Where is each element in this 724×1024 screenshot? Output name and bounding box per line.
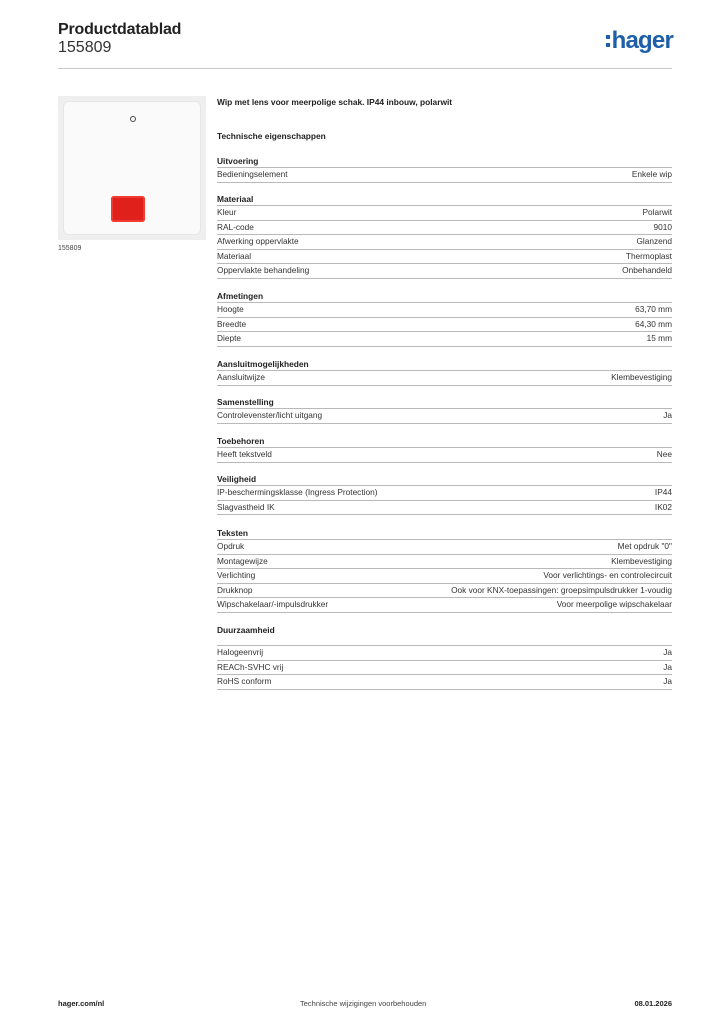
section-title: Materiaal	[217, 193, 672, 206]
logo-wordmark: hager	[611, 27, 673, 54]
spec-value: Ja	[663, 410, 672, 420]
section-title: Duurzaamheid	[217, 625, 672, 646]
section-title: Toebehoren	[217, 435, 672, 448]
spec-value: 15 mm	[646, 333, 672, 343]
spec-value: Enkele wip	[631, 169, 672, 179]
section-veiligheid	[217, 473, 672, 515]
spec-label: Hoogte	[217, 304, 244, 314]
section-materiaal	[217, 193, 672, 279]
spec-row	[217, 646, 672, 661]
product-description: Wip met lens voor meerpolige schak. IP44 inbouw, polarwit	[217, 97, 453, 107]
spec-value: Met opdruk "0"	[617, 541, 672, 551]
spec-value: Polarwit	[642, 207, 672, 217]
spec-label: Montagewijze	[217, 555, 268, 566]
document-title: Productdatablad	[58, 21, 182, 38]
spec-label: Heeft tekstveld	[217, 449, 272, 459]
spec-value: Thermoplast	[625, 250, 672, 261]
spec-row	[217, 235, 672, 250]
footer-disclaimer: Technische wijzigingen voorbehouden	[300, 999, 427, 1008]
spec-row	[217, 221, 672, 236]
image-caption: 155809	[58, 245, 82, 252]
spec-row	[217, 264, 672, 279]
switch-plate	[63, 101, 201, 235]
spec-value: Ja	[663, 647, 672, 657]
spec-row	[217, 250, 672, 265]
spec-value: Ja	[663, 661, 672, 672]
section-title: Afmetingen	[217, 290, 672, 303]
spec-label: Kleur	[217, 207, 237, 217]
red-lens	[111, 196, 145, 222]
spec-value: Ook voor KNX-toepassingen: groepsimpulsdrukker 1-voudig	[451, 584, 672, 595]
section-title: Aansluitmogelijkheden	[217, 358, 672, 371]
spec-row	[217, 409, 672, 424]
spec-row	[217, 584, 672, 599]
spec-label: Breedte	[217, 318, 247, 329]
spec-value: Voor meerpolige wipschakelaar	[556, 599, 672, 609]
spec-value: Klembevestiging	[611, 555, 672, 566]
spec-value: Klembevestiging	[611, 372, 672, 382]
spec-label: Controlevenster/licht uitgang	[217, 410, 323, 420]
spec-row	[217, 598, 672, 613]
spec-label: Afwerking oppervlakte	[217, 236, 299, 246]
spec-label: RAL-code	[217, 221, 254, 232]
section-afmetingen	[217, 290, 672, 347]
spec-value: Nee	[656, 449, 672, 459]
section-duurzaamheid	[217, 625, 672, 690]
product-image	[58, 96, 206, 240]
spec-value: 9010	[653, 221, 672, 232]
spec-row	[217, 675, 672, 690]
section-toebehoren	[217, 435, 672, 463]
spec-label: REACh-SVHC vrij	[217, 661, 284, 672]
spec-value: Onbehandeld	[622, 265, 672, 275]
spec-row	[217, 486, 672, 501]
spec-row	[217, 206, 672, 221]
spec-label: Verlichting	[217, 570, 256, 580]
section-title: Samenstelling	[217, 396, 672, 409]
spec-label: Aansluitwijze	[217, 372, 265, 382]
spec-label: Diepte	[217, 333, 241, 343]
spec-label: IP-beschermingsklasse (Ingress Protection)	[217, 487, 378, 497]
section-aansluitmogelijkheden	[217, 358, 672, 386]
spec-label: Opdruk	[217, 541, 245, 551]
spec-row	[217, 540, 672, 555]
spec-row	[217, 371, 672, 386]
spec-row	[217, 661, 672, 676]
spec-row	[217, 569, 672, 584]
spec-label: Oppervlakte behandeling	[217, 265, 310, 275]
section-samenstelling	[217, 396, 672, 424]
spec-label: Drukknop	[217, 584, 253, 595]
spec-row	[217, 555, 672, 570]
spec-value: 63,70 mm	[635, 304, 672, 314]
spec-row	[217, 318, 672, 333]
spec-row	[217, 168, 672, 183]
spec-label: Halogeenvrij	[217, 647, 264, 657]
section-title: Uitvoering	[217, 155, 672, 168]
section-title: Veiligheid	[217, 473, 672, 486]
spec-label: Materiaal	[217, 250, 252, 261]
spec-value: 64,30 mm	[635, 318, 672, 329]
spec-row	[217, 332, 672, 347]
section-teksten	[217, 527, 672, 613]
footer-date: 08.01.2026	[634, 999, 672, 1008]
spec-label: Bedieningselement	[217, 169, 288, 179]
spec-value: IP44	[654, 487, 672, 497]
spec-label: Slagvastheid IK	[217, 501, 275, 512]
spec-label: RoHS conform	[217, 676, 272, 686]
header-divider	[58, 68, 672, 69]
product-number: 155809	[58, 39, 112, 56]
spec-row	[217, 501, 672, 516]
footer-website[interactable]: hager.com/nl	[58, 999, 105, 1008]
hager-logo	[606, 28, 673, 54]
section-title: Teksten	[217, 527, 672, 540]
spec-label: Wipschakelaar/-impulsdrukker	[217, 599, 329, 609]
spec-value: Glanzend	[636, 236, 672, 246]
spec-value: IK02	[654, 501, 672, 512]
section-uitvoering	[217, 155, 672, 183]
indicator-dot-icon	[130, 116, 136, 122]
spec-value: Voor verlichtings- en controlecircuit	[543, 570, 672, 580]
spec-row	[217, 448, 672, 463]
spec-row	[217, 303, 672, 318]
spec-value: Ja	[663, 676, 672, 686]
specs-heading: Technische eigenschappen	[217, 131, 326, 141]
logo-dots-icon	[606, 35, 610, 47]
